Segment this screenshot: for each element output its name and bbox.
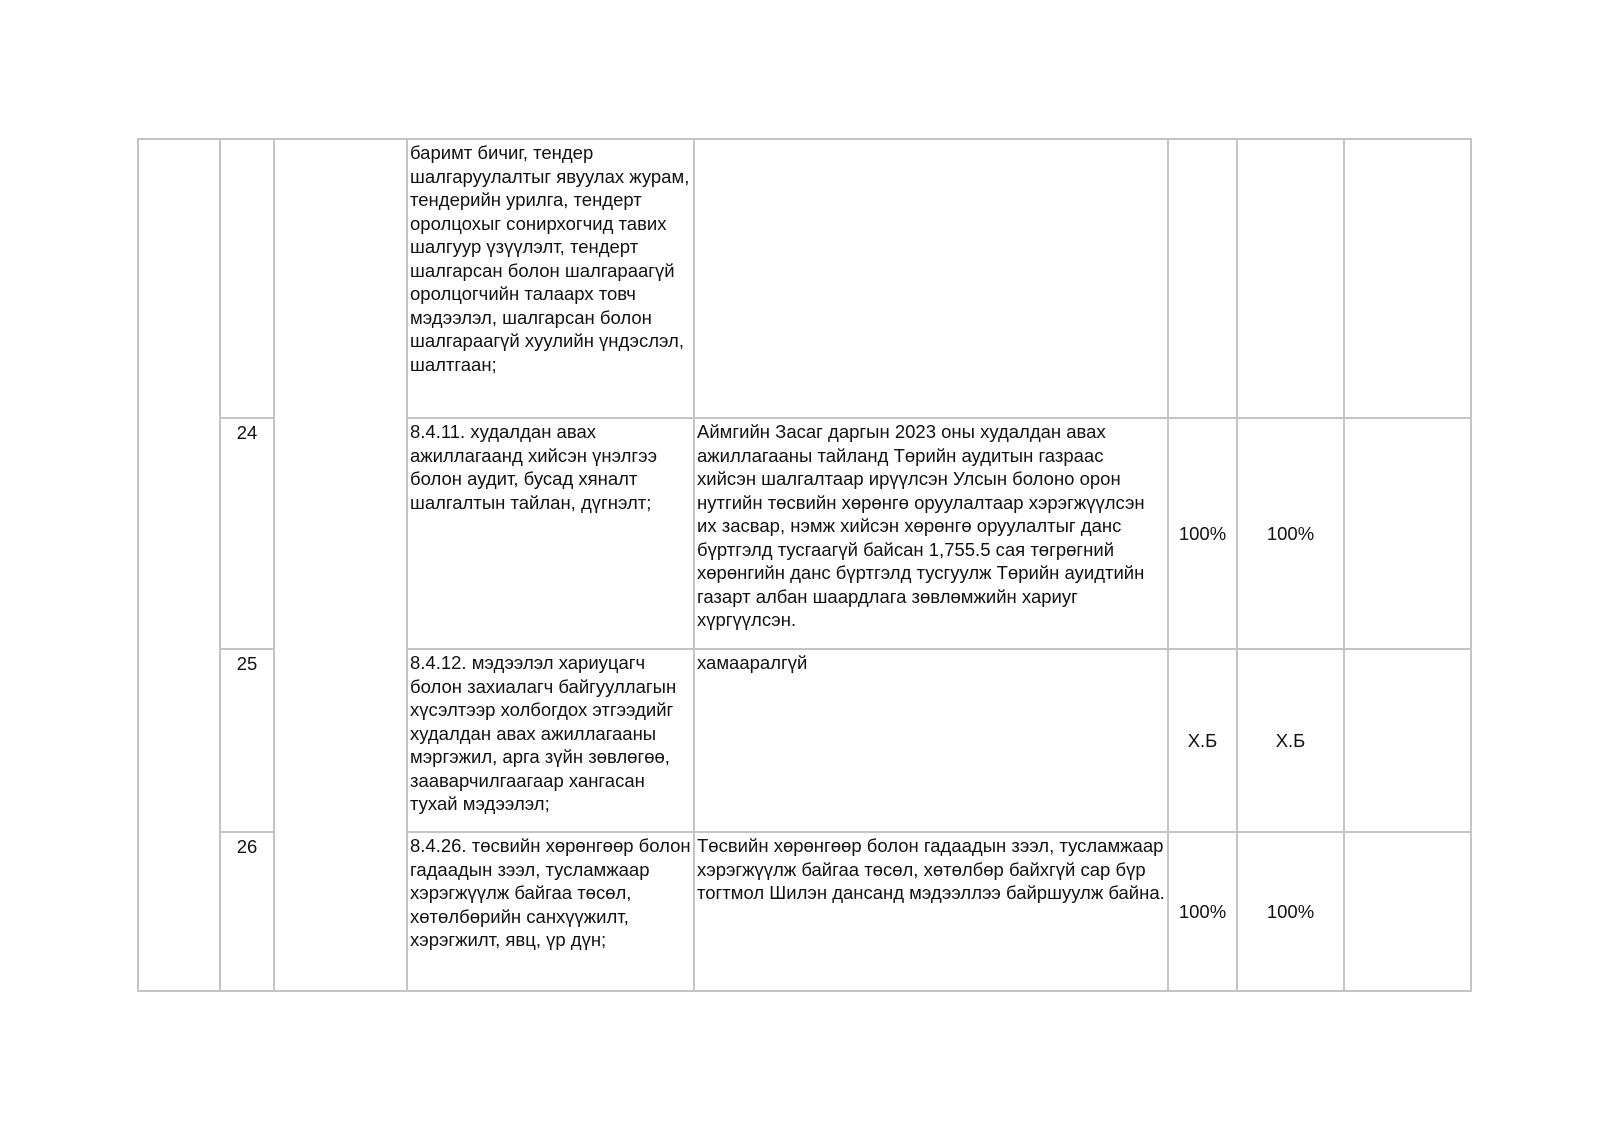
implementation-cell: Аймгийн Засаг даргын 2023 оны худалдан авах ажиллагааны тайланд Төрийн аудитын газраас хийсэн шалгалтаар ирүүлсэн Улсын болоно орон нутгийн төсвийн хөрөнгө оруулалтаар хэрэгжүүлсэн их засвар, нэмж хийсэн хөрөнгө оруулалтыг данс бүртгэлд тусгаагүй байсан 1,755.5 сая төгрөгний хөрөнгийн данс бүртгэлд тусгуулж Төрийн ауидтийн газарт албан шаардлага зөвлөмжийн хариуг хүргүүлсэн. — [694, 418, 1168, 649]
row-number — [220, 139, 274, 418]
score-cell: 100% — [1237, 418, 1344, 649]
note-cell — [1344, 832, 1471, 991]
requirement-cell: 8.4.11. худалдан авах ажиллагаанд хийсэн үнэлгээ болон аудит, бусад хяналт шалгалтын тайлан, дүгнэлт; — [407, 418, 694, 649]
implementation-cell: Төсвийн хөрөнгөөр болон гадаадын зээл, тусламжаар хэрэгжүүлж байгаа төсөл, хөтөлбөр байхгүй сар бүр тогтмол Шилэн дансанд мэдээллээ байршуулж байна. — [694, 832, 1168, 991]
row-number: 25 — [220, 649, 274, 832]
requirement-cell: 8.4.26. төсвийн хөрөнгөөр болон гадаадын зээл, тусламжаар хэрэгжүүлж байгаа төсөл, хөтөлбөрийн санхүүжилт, хэрэгжилт, явц, үр дүн; — [407, 832, 694, 991]
score-cell — [1168, 139, 1237, 418]
group-cell — [138, 139, 220, 991]
score-cell: 100% — [1237, 832, 1344, 991]
document-table — [137, 138, 1472, 992]
table-row — [138, 139, 1471, 418]
row-number: 26 — [220, 832, 274, 991]
score-cell: Х.Б — [1168, 649, 1237, 832]
requirement-cell: баримт бичиг, тендер шалгаруулалтыг явуулах журам, тендерийн урилга, тендерт оролцохыг сонирхогчид тавих шалгуур үзүүлэлт, тендерт шалгарсан болон шалгараагүй оролцогчийн талаарх товч мэдээлэл, шалгарсан болон шалгараагүй хуулийн үндэслэл, шалтгаан; — [407, 139, 694, 418]
requirement-cell: 8.4.12. мэдээлэл хариуцагч болон захиалагч байгууллагын хүсэлтээр холбогдох этгээдийг худалдан авах ажиллагааны мэргэжил, арга зүйн зөвлөгөө, зааварчилгаагаар хангасан тухай мэдээлэл; — [407, 649, 694, 832]
note-cell — [1344, 418, 1471, 649]
score-cell: 100% — [1168, 418, 1237, 649]
category-cell — [274, 139, 407, 991]
implementation-cell: хамааралгүй — [694, 649, 1168, 832]
score-cell — [1237, 139, 1344, 418]
implementation-cell — [694, 139, 1168, 418]
note-cell — [1344, 649, 1471, 832]
score-cell: 100% — [1168, 832, 1237, 991]
row-number: 24 — [220, 418, 274, 649]
note-cell — [1344, 139, 1471, 418]
score-cell: Х.Б — [1237, 649, 1344, 832]
